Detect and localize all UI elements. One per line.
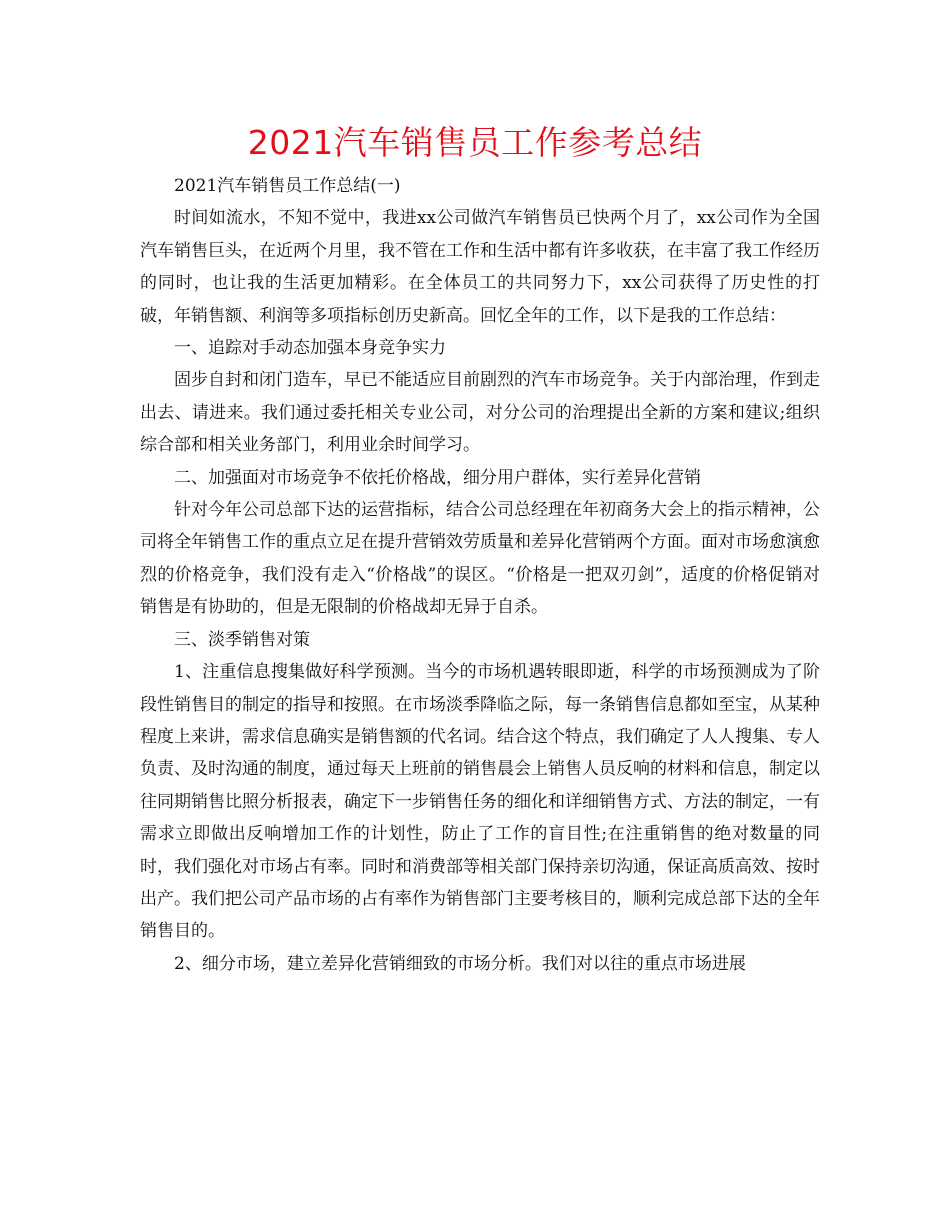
paragraph-section-3-item-2: 2、细分市场，建立差异化营销细致的市场分析。我们对以往的重点市场进展 (174, 953, 746, 974)
paragraph-section-1: 固步自封和闭门造车，早已不能适应目前剧烈的汽车市场竞争。关于内部治理，作到走出去、请进来。我们通过委托相关专业公司，对分公司的治理提出全新的方案和建议;组织综合部和相关业务部门，利用业余时间学习。 (140, 370, 820, 456)
paragraph-intro: 时间如流水，不知不觉中，我进xx公司做汽车销售员已快两个月了，xx公司作为全国汽车销售巨头，在近两个月里，我不管在工作和生活中都有许多收获，在丰富了我工作经历的同时，也让我的生活更加精彩。在全体员工的共同努力下，xx公司获得了历史性的打破，年销售额、利润等多项指标创历史新高。回忆全年的工作，以下是我的工作总结： (140, 208, 820, 326)
section-heading-2: 二、加强面对市场竞争不依托价格战，细分用户群体，实行差异化营销 (174, 467, 701, 488)
section-heading-3: 三、淡季销售对策 (174, 629, 310, 650)
document-title: 2021汽车销售员工作参考总结 (247, 123, 703, 162)
paragraph-section-3-item-1: 1、注重信息搜集做好科学预测。当今的市场机遇转眼即逝，科学的市场预测成为了阶段性销售目的制定的指导和按照。在市场淡季降临之际，每一条销售信息都如至宝，从某种程度上来讲，需求信息确实是销售额的代名词。结合这个特点，我们确定了人人搜集、专人负责、及时沟通的制度，通过每天上班前的销售晨会上销售人员反响的材料和信息，制定以往同期销售比照分析报表，确定下一步销售任务的细化和详细销售方式、方法的制定，一有需求立即做出反响增加工作的计划性，防止了工作的盲目性;在注重销售的绝对数量的同时，我们强化对市场占有率。同时和消费部等相关部门保持亲切沟通，保证高质高效、按时出产。我们把公司产品市场的占有率作为销售部门主要考核目的，顺利完成总部下达的全年销售目的。 (140, 662, 820, 942)
paragraph-section-2: 针对今年公司总部下达的运营指标，结合公司总经理在年初商务大会上的指示精神，公司将全年销售工作的重点立足在提升营销效劳质量和差异化营销两个方面。面对市场愈演愈烈的价格竞争，我们没有走入“价格战”的误区。“价格是一把双刃剑”，适度的价格促销对销售是有协助的，但是无限制的价格战却无异于自杀。 (140, 500, 820, 618)
document-body (140, 170, 820, 980)
section-subtitle: 2021汽车销售员工作总结(一) (174, 176, 401, 196)
section-heading-1: 一、追踪对手动态加强本身竞争实力 (174, 338, 446, 359)
